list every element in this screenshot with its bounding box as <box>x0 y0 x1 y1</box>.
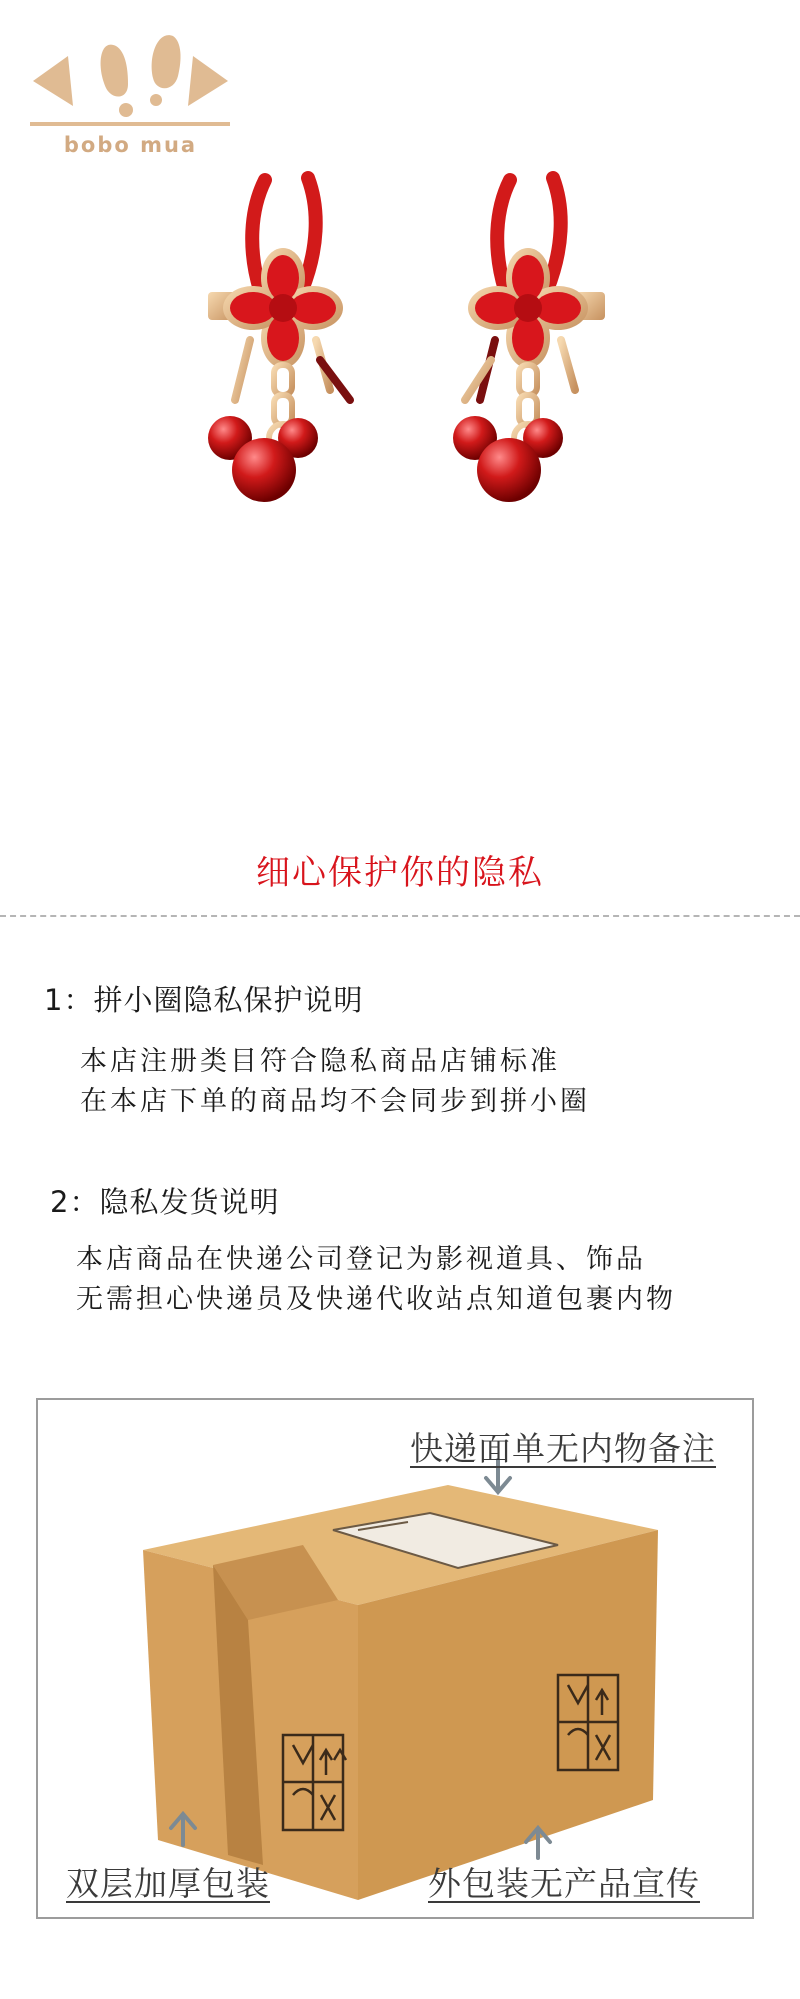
section-2-line-1: 本店商品在快递公司登记为影视道具、饰品 <box>76 1244 646 1275</box>
callout-no-branding: 外包装无产品宣传 <box>428 1864 700 1903</box>
product-image <box>190 170 640 640</box>
shipping-box-illustration <box>38 1400 752 1917</box>
section-2-heading: 2：隐私发货说明 <box>50 1185 280 1219</box>
brand-name: bobo mua <box>63 133 198 157</box>
privacy-title: 细心保护你的隐私 <box>256 853 544 893</box>
section-2-line-2: 无需担心快递员及快递代收站点知道包裹内物 <box>76 1284 676 1315</box>
section-1-body <box>80 1042 590 1122</box>
section-1-line-1: 本店注册类目符合隐私商品店铺标准 <box>80 1046 560 1077</box>
section-1-line-2: 在本店下单的商品均不会同步到拼小圈 <box>80 1086 590 1117</box>
callout-double-layer: 双层加厚包装 <box>66 1864 270 1903</box>
dashed-divider <box>0 915 800 917</box>
section-2-body <box>76 1240 676 1320</box>
callout-waybill: 快递面单无内物备注 <box>410 1429 716 1468</box>
section-1-heading: 1：拼小圈隐私保护说明 <box>44 983 364 1017</box>
